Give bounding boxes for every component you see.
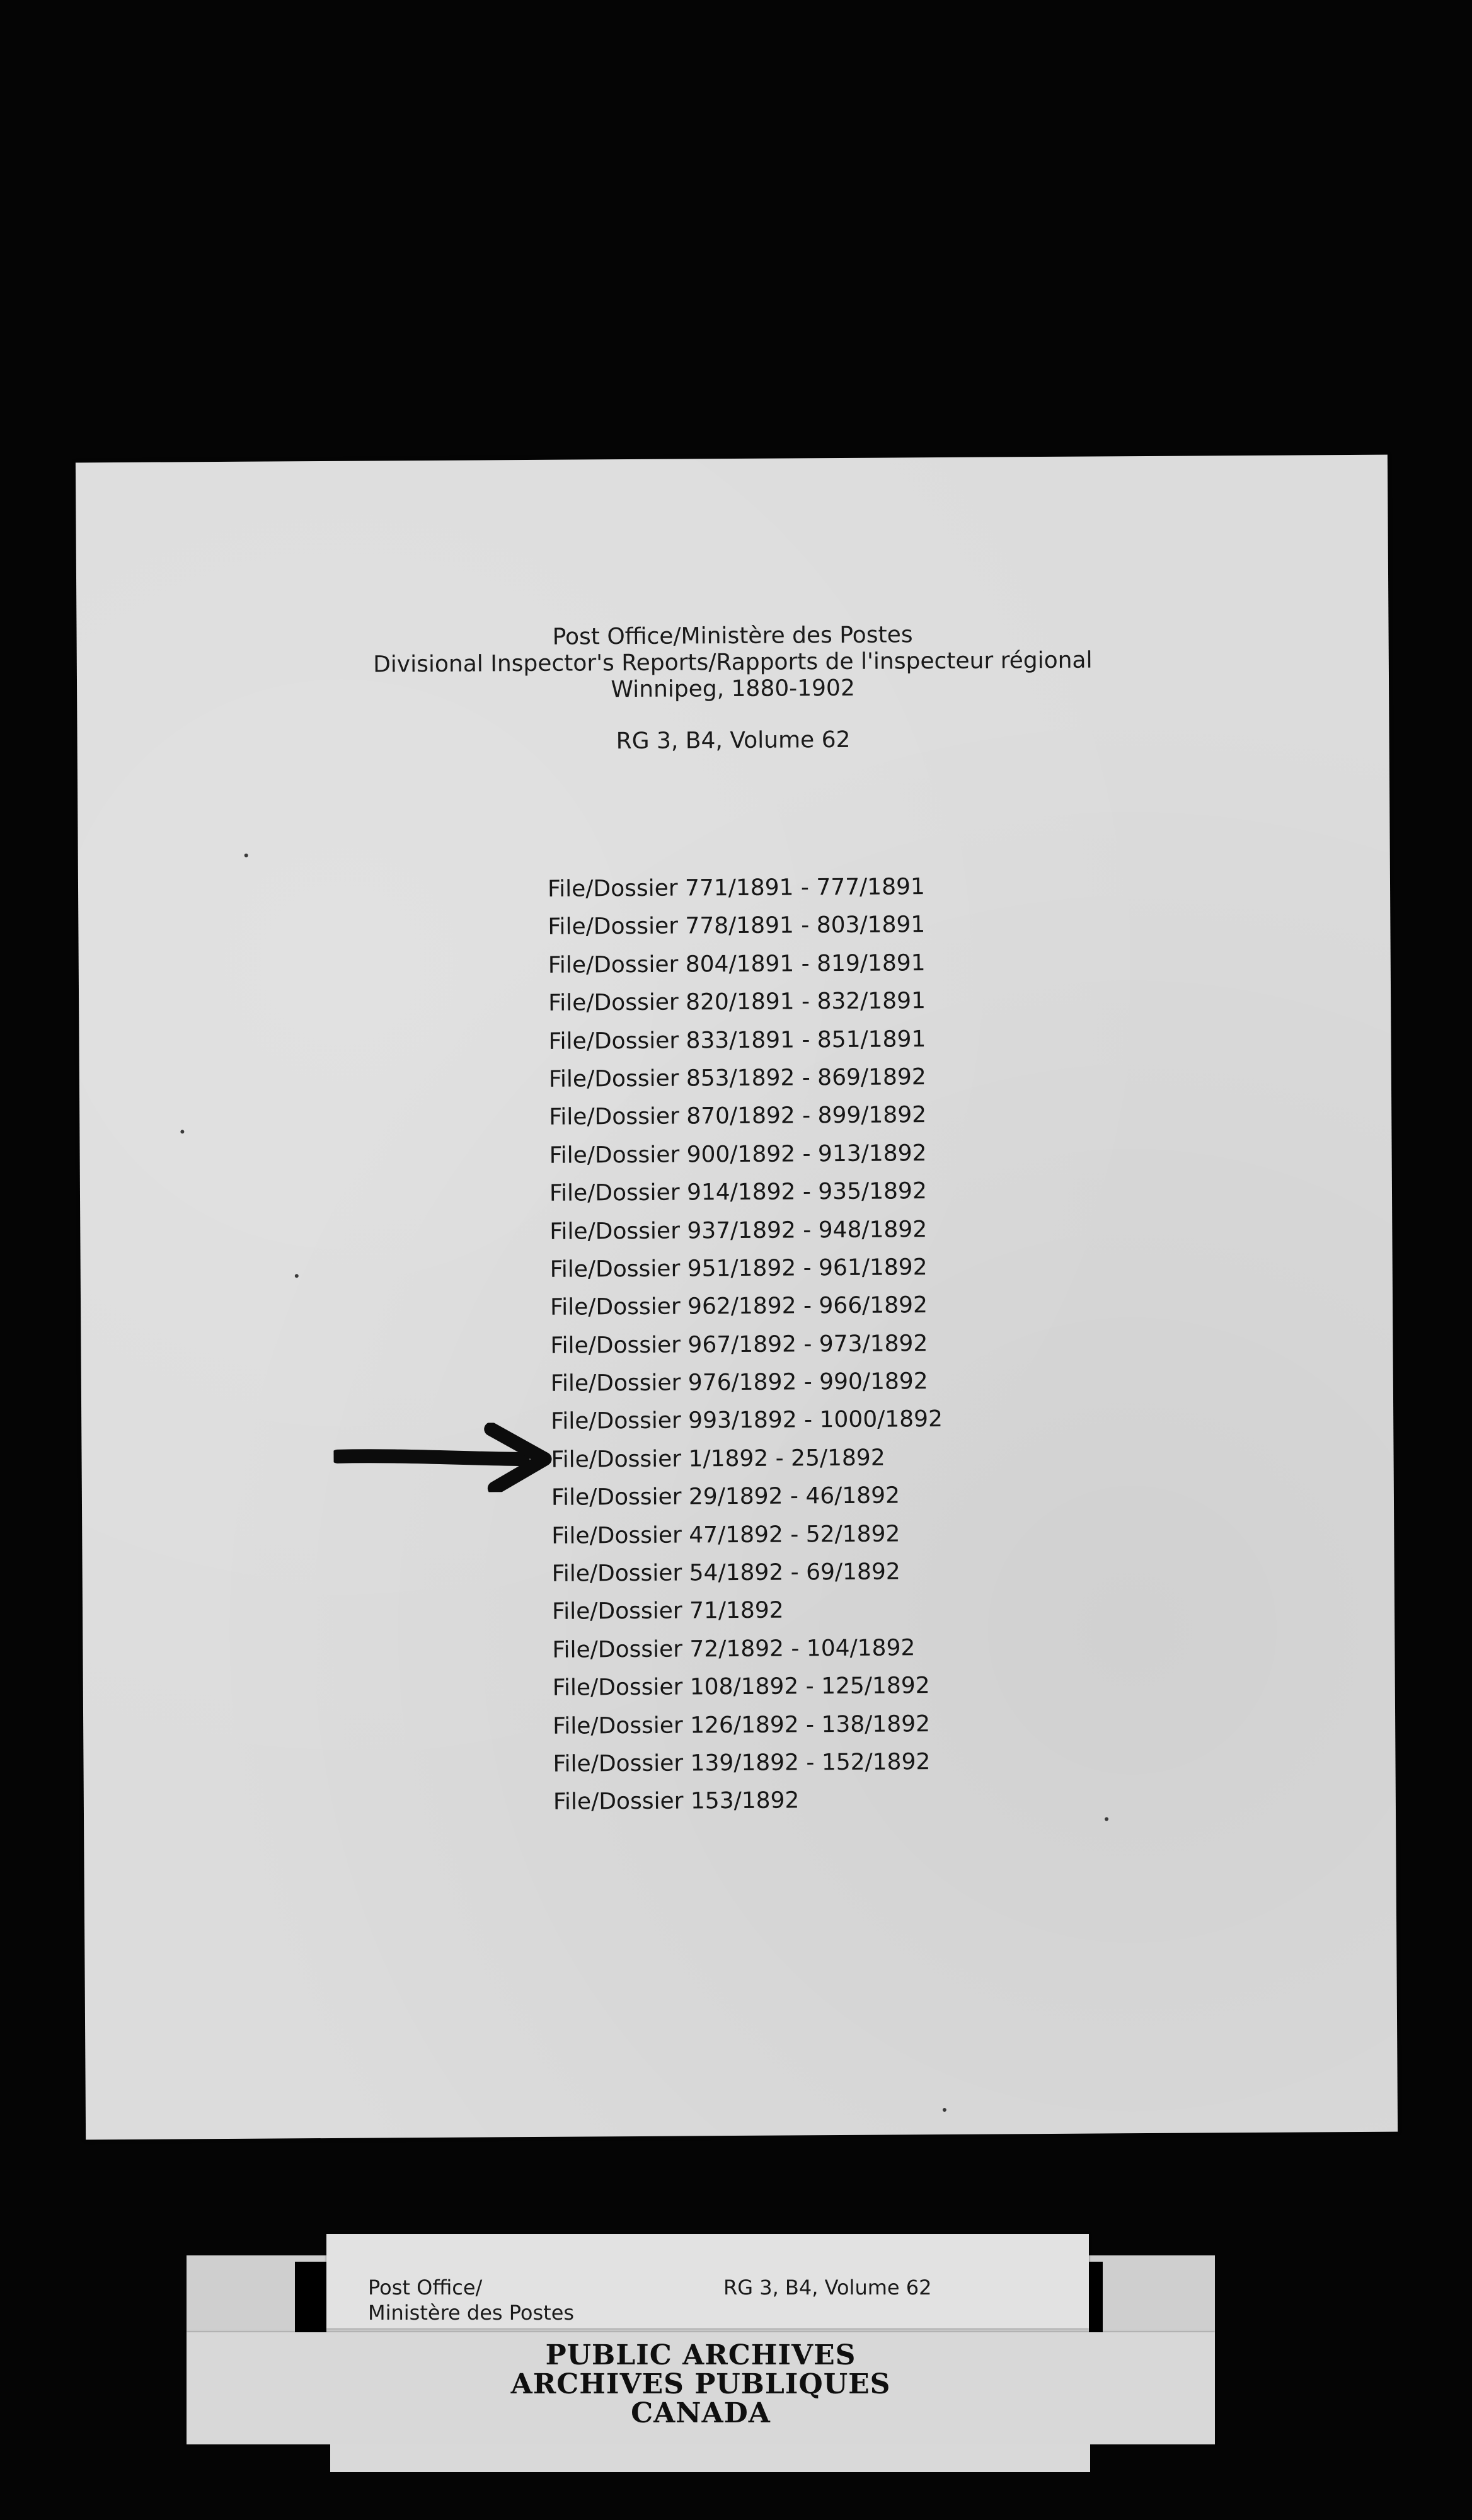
file-entry-marked: File/Dossier 1/1892 - 25/1892 — [551, 1445, 885, 1473]
paper-speck — [180, 1130, 184, 1133]
paper-speck — [295, 1274, 299, 1278]
file-entry: File/Dossier 108/1892 - 125/1892 — [552, 1673, 930, 1701]
slip-department-line2: Ministère des Postes — [368, 2301, 575, 2325]
file-entry: File/Dossier 870/1892 - 899/1892 — [549, 1102, 927, 1131]
file-entry: File/Dossier 853/1892 - 869/1892 — [548, 1064, 926, 1092]
footer-slip-notch — [295, 2262, 326, 2332]
file-entry: File/Dossier 900/1892 - 913/1892 — [549, 1140, 927, 1169]
file-entry: File/Dossier 29/1892 - 46/1892 — [551, 1482, 900, 1511]
header-reference: RG 3, B4, Volume 62 — [616, 726, 851, 755]
header-place-dates: Winnipeg, 1880-1902 — [611, 675, 855, 703]
slip-reference: RG 3, B4, Volume 62 — [723, 2276, 932, 2300]
header-title: Post Office/Ministère des Postes — [552, 622, 913, 650]
file-entry: File/Dossier 951/1892 - 961/1892 — [549, 1254, 928, 1283]
file-entry: File/Dossier 914/1892 - 935/1892 — [549, 1178, 927, 1206]
paper-speck — [244, 854, 248, 857]
file-entry: File/Dossier 153/1892 — [553, 1787, 800, 1816]
stamp-line-3: CANADA — [631, 2397, 771, 2429]
file-entry: File/Dossier 47/1892 - 52/1892 — [551, 1521, 900, 1549]
file-entry: File/Dossier 937/1892 - 948/1892 — [549, 1216, 928, 1245]
footer-slip-notch — [1089, 2262, 1103, 2332]
slip-department-line1: Post Office/ — [368, 2276, 483, 2300]
archives-stamp — [187, 2341, 1215, 2428]
file-entry: File/Dossier 72/1892 - 104/1892 — [552, 1635, 916, 1663]
file-entry: File/Dossier 126/1892 - 138/1892 — [553, 1710, 931, 1739]
paper-speck — [1105, 1817, 1108, 1821]
stamp-line-1: PUBLIC ARCHIVES — [545, 2339, 856, 2371]
file-entry: File/Dossier 139/1892 - 152/1892 — [553, 1749, 931, 1777]
document-page — [76, 455, 1398, 2140]
file-entry: File/Dossier 778/1891 - 803/1891 — [548, 912, 926, 941]
file-entry: File/Dossier 71/1892 — [551, 1597, 784, 1625]
header-subtitle: Divisional Inspector's Reports/Rapports de l'inspecteur régional — [372, 647, 1093, 678]
file-entry: File/Dossier 820/1891 - 832/1891 — [548, 988, 926, 1016]
stamp-line-2: ARCHIVES PUBLIQUES — [510, 2368, 891, 2400]
file-list — [548, 868, 945, 1822]
file-entry: File/Dossier 993/1892 - 1000/1892 — [551, 1406, 943, 1435]
file-entry: File/Dossier 771/1891 - 777/1891 — [547, 874, 925, 902]
paper-speck — [943, 2108, 946, 2112]
footer-bottom-strip — [330, 2444, 1090, 2472]
file-entry: File/Dossier 804/1891 - 819/1891 — [548, 949, 926, 978]
file-entry: File/Dossier 967/1892 - 973/1892 — [550, 1330, 928, 1359]
file-entry: File/Dossier 962/1892 - 966/1892 — [549, 1292, 928, 1321]
file-entry: File/Dossier 54/1892 - 69/1892 — [551, 1559, 900, 1587]
file-entry: File/Dossier 833/1891 - 851/1891 — [548, 1026, 926, 1055]
pointer-arrow-icon — [333, 1423, 555, 1493]
file-entry: File/Dossier 976/1892 - 990/1892 — [550, 1368, 928, 1397]
